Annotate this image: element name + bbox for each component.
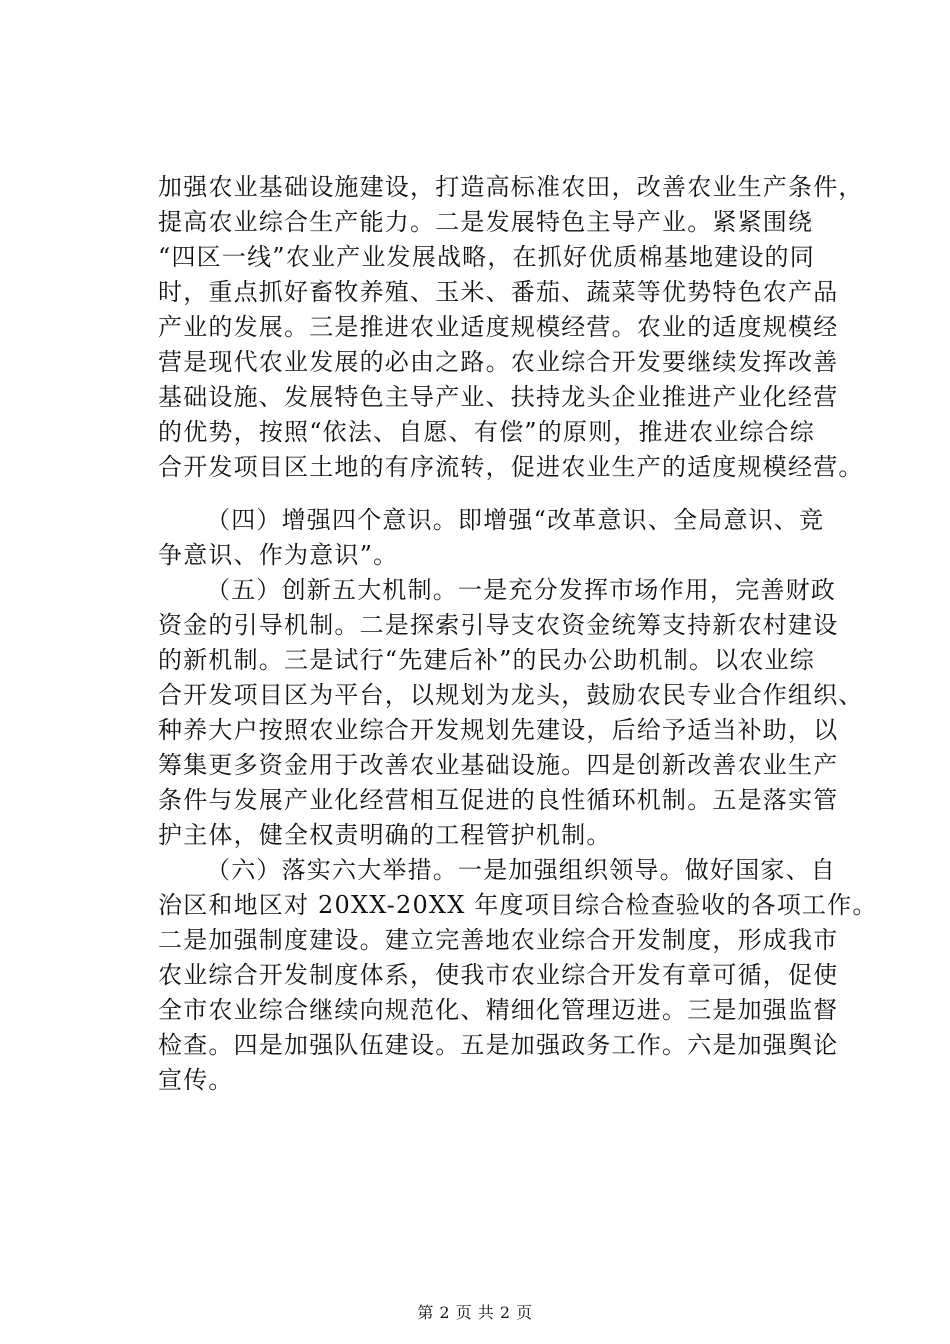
paragraph-line: 提高农业综合生产能力。二是发展特色主导产业。紧紧围绕	[158, 208, 814, 236]
paragraph-line: 争意识、作为意识”。	[158, 541, 399, 569]
paragraph-line: 筹集更多资金用于改善农业基础设施。四是创新改善农业生产	[158, 751, 839, 779]
paragraph-line: （六）落实六大举措。一是加强组织领导。做好国家、自	[206, 856, 836, 884]
paragraph-line: 资金的引导机制。二是探索引导支农资金统筹支持新农村建设	[158, 611, 839, 639]
paragraph-line: “四区一线”农业产业发展战略，在抓好优质棉基地建设的同	[158, 243, 815, 271]
paragraph-line: 产业的发展。三是推进农业适度规模经营。农业的适度规模经	[158, 313, 839, 341]
paragraph-line: 全市农业综合继续向规范化、精细化管理迈进。三是加强监督	[158, 996, 839, 1024]
paragraph-line: （五）创新五大机制。一是充分发挥市场作用，完善财政	[206, 576, 836, 604]
paragraph-line: 护主体，健全权责明确的工程管护机制。	[158, 821, 612, 849]
paragraph-line: 条件与发展产业化经营相互促进的良性循环机制。五是落实管	[158, 786, 839, 814]
paragraph-line: 营是现代农业发展的必由之路。农业综合开发要继续发挥改善	[158, 348, 839, 376]
page-footer: 第 2 页 共 2 页	[417, 1303, 533, 1322]
paragraph-line: 合开发项目区为平台，以规划为龙头，鼓励农民专业合作组织、	[158, 681, 864, 709]
paragraph-line: 宣传。	[158, 1066, 234, 1094]
paragraph-line: 时，重点抓好畜牧养殖、玉米、番茄、蔬菜等优势特色农产品	[158, 278, 839, 306]
paragraph-line: 治区和地区对 20XX-20XX 年度项目综合检查验收的各项工作。	[158, 891, 878, 919]
paragraph-line: 农业综合开发制度体系，使我市农业综合开发有章可循，促使	[158, 961, 839, 989]
paragraph-line: 种养大户按照农业综合开发规划先建设，后给予适当补助，以	[158, 716, 839, 744]
paragraph-line: 加强农业基础设施建设，打造高标准农田，改善农业生产条件，	[158, 173, 864, 201]
paragraph-line: 的新机制。三是试行“先建后补”的民办公助机制。以农业综	[158, 646, 815, 674]
paragraph-line: 检查。四是加强队伍建设。五是加强政务工作。六是加强舆论	[158, 1031, 839, 1059]
paragraph-line: 基础设施、发展特色主导产业、扶持龙头企业推进产业化经营	[158, 383, 839, 411]
paragraph-line: 的优势，按照“依法、自愿、有偿”的原则，推进农业综合综	[158, 418, 815, 446]
paragraph-line: 二是加强制度建设。建立完善地农业综合开发制度，形成我市	[158, 926, 839, 954]
paragraph-line: 合开发项目区土地的有序流转，促进农业生产的适度规模经营。	[158, 453, 864, 481]
paragraph-line: （四）增强四个意识。即增强“改革意识、全局意识、竞	[206, 506, 825, 534]
